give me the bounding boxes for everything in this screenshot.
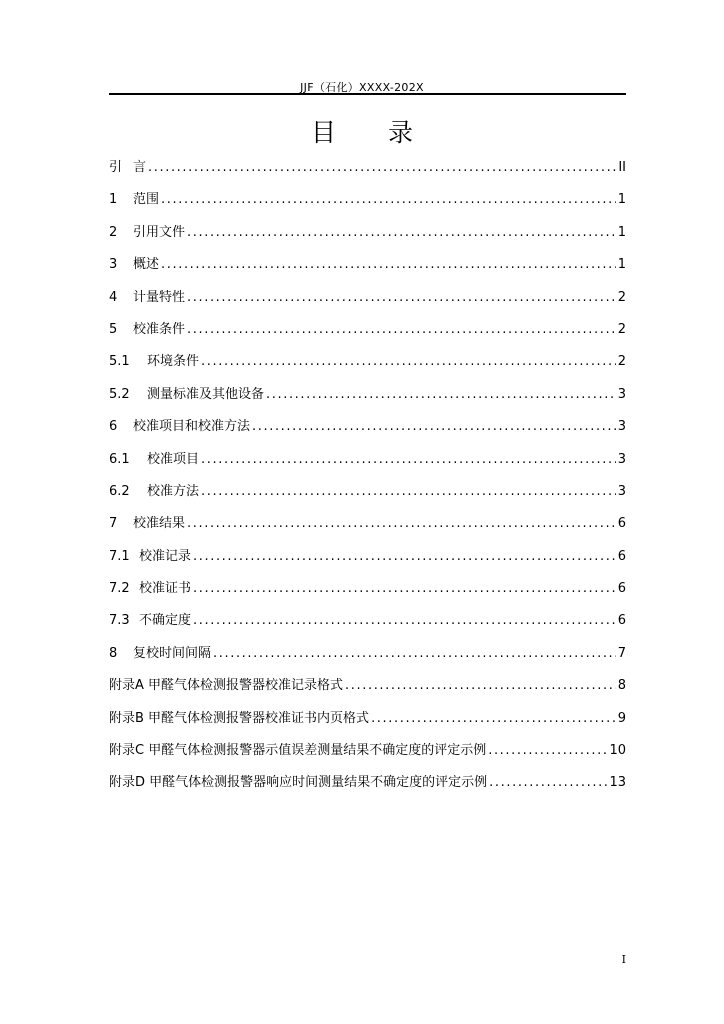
toc-entry-label: 概述 <box>133 257 160 273</box>
toc-entry-label: 附录A 甲醛气体检测报警器校准记录格式 <box>109 678 344 694</box>
toc-dot-leader <box>187 516 616 532</box>
toc-dot-leader <box>187 225 616 241</box>
toc-entry-label: 言 <box>133 160 147 175</box>
toc-entry-8[interactable] <box>109 646 626 678</box>
toc-entry-6-1[interactable] <box>109 452 626 484</box>
toc-entry-label: 附录B 甲醛气体检测报警器校准证书内页格式 <box>109 710 370 726</box>
toc-entry-label: 校准条件 <box>133 321 186 337</box>
toc-dot-leader <box>213 646 616 662</box>
toc-dot-leader <box>193 549 616 565</box>
toc-entry-number: 3 <box>109 257 118 273</box>
toc-entry-label: 引用文件 <box>133 224 186 240</box>
toc-dot-leader <box>345 678 616 694</box>
toc-entry-label: 附录D 甲醛气体检测报警器响应时间测量结果不确定度的评定示例 <box>109 775 488 791</box>
toc-entry-page: 8 <box>617 678 626 694</box>
toc-entry-5-2[interactable] <box>109 387 626 419</box>
toc-entry-number: 7.1 <box>109 548 130 564</box>
toc-entry-label: 计量特性 <box>133 289 186 305</box>
toc-entry-page: 3 <box>617 483 626 499</box>
toc-entry-number: 5.2 <box>109 386 130 402</box>
toc-entry-label: 校准项目 <box>147 451 200 467</box>
toc-entry-page: 2 <box>617 321 626 337</box>
toc-entry-number: 引 <box>109 160 123 175</box>
toc-dot-leader <box>201 354 616 370</box>
toc-dot-leader <box>266 387 616 403</box>
toc-dot-leader <box>201 484 616 500</box>
toc-entry-page: 6 <box>617 613 626 629</box>
toc-dot-leader <box>187 322 616 338</box>
toc-dot-leader <box>489 775 607 791</box>
toc-entry-2[interactable] <box>109 225 626 257</box>
toc-dot-leader <box>371 711 616 727</box>
toc-entry-label: 复校时间间隔 <box>133 645 212 661</box>
toc-entry-appendix-d[interactable] <box>109 775 626 807</box>
toc-entry-7[interactable] <box>109 516 626 548</box>
toc-entry-7-2[interactable] <box>109 581 626 613</box>
toc-entry-number: 2 <box>109 224 118 240</box>
toc-entry-number: 6.2 <box>109 483 130 499</box>
toc-entry-page: 2 <box>617 289 626 305</box>
toc-entry-label: 附录C 甲醛气体检测报警器示值误差测量结果不确定度的评定示例 <box>109 743 487 759</box>
toc-dot-leader <box>488 743 607 759</box>
toc-entry-page: 3 <box>617 419 626 435</box>
toc-entry-number: 1 <box>109 192 118 208</box>
toc-entry-label: 范围 <box>133 192 160 208</box>
toc-entry-page: II <box>618 160 626 175</box>
toc-entry-label: 校准记录 <box>139 548 192 564</box>
toc-dot-leader <box>161 192 616 208</box>
toc-entry-number: 6 <box>109 419 118 435</box>
toc-entry-number: 7.3 <box>109 613 130 629</box>
toc-entry-appendix-c[interactable] <box>109 743 626 775</box>
toc-entry-appendix-b[interactable] <box>109 711 626 743</box>
toc-entry-page: 3 <box>617 386 626 402</box>
toc-dot-leader <box>201 452 616 468</box>
toc-entry-label: 校准证书 <box>139 581 192 597</box>
toc-entry-6-2[interactable] <box>109 484 626 516</box>
page-title: 目 录 <box>311 118 435 147</box>
toc-entry-5-1[interactable] <box>109 354 626 386</box>
toc-entry-page: 7 <box>617 645 626 661</box>
toc-entry-7-3[interactable] <box>109 613 626 645</box>
toc-entry-label: 校准项目和校准方法 <box>133 419 251 435</box>
toc-entry-page: 1 <box>617 224 626 240</box>
toc-entry-number: 5.1 <box>109 354 130 370</box>
toc-dot-leader <box>148 160 616 176</box>
toc-entry-label: 校准方法 <box>147 483 200 499</box>
toc-dot-leader <box>193 613 616 629</box>
toc-dot-leader <box>187 290 616 306</box>
toc-entry-label: 测量标准及其他设备 <box>147 386 265 402</box>
table-of-contents <box>109 160 626 808</box>
toc-entry-6[interactable] <box>109 419 626 451</box>
toc-entry-preface[interactable] <box>109 160 626 192</box>
toc-entry-number: 5 <box>109 321 118 337</box>
header-divider <box>109 93 626 95</box>
toc-entry-page: 9 <box>617 710 626 726</box>
toc-entry-3[interactable] <box>109 257 626 289</box>
toc-entry-page: 10 <box>609 743 626 759</box>
toc-entry-page: 1 <box>617 192 626 208</box>
toc-entry-number: 7.2 <box>109 581 130 597</box>
toc-entry-number: 7 <box>109 516 118 532</box>
toc-entry-page: 6 <box>617 548 626 564</box>
toc-entry-5[interactable] <box>109 322 626 354</box>
toc-entry-page: 6 <box>617 581 626 597</box>
toc-entry-label: 环境条件 <box>147 354 200 370</box>
toc-entry-number: 6.1 <box>109 451 130 467</box>
toc-entry-1[interactable] <box>109 192 626 224</box>
toc-dot-leader <box>252 419 616 435</box>
page-number: I <box>621 953 626 966</box>
toc-dot-leader <box>193 581 616 597</box>
toc-entry-page: 13 <box>609 775 626 791</box>
toc-entry-page: 1 <box>617 257 626 273</box>
toc-entry-4[interactable] <box>109 290 626 322</box>
toc-entry-page: 3 <box>617 451 626 467</box>
toc-entry-page: 6 <box>617 516 626 532</box>
toc-entry-label: 不确定度 <box>139 613 192 629</box>
toc-entry-number: 4 <box>109 289 118 305</box>
toc-dot-leader <box>161 257 616 273</box>
document-code-header: JJF（石化）XXXX-202X <box>300 81 424 94</box>
toc-entry-page: 2 <box>617 354 626 370</box>
toc-entry-7-1[interactable] <box>109 549 626 581</box>
toc-entry-label: 校准结果 <box>133 516 186 532</box>
toc-entry-number: 8 <box>109 645 118 661</box>
toc-entry-appendix-a[interactable] <box>109 678 626 710</box>
